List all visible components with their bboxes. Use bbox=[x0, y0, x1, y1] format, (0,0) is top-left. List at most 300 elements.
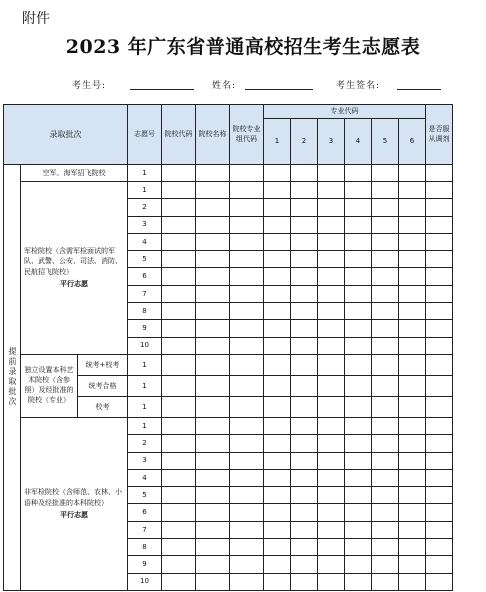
entry-cell[interactable] bbox=[162, 539, 196, 556]
entry-cell[interactable] bbox=[318, 417, 345, 434]
entry-cell[interactable] bbox=[230, 182, 264, 199]
art-subtype: 统考合格 bbox=[78, 375, 128, 396]
entry-cell[interactable] bbox=[318, 469, 345, 486]
exam-no-field[interactable] bbox=[130, 89, 194, 90]
header-major-codes: 专业代码 bbox=[264, 105, 426, 119]
entry-cell[interactable] bbox=[230, 251, 264, 268]
nonmil-category bbox=[21, 417, 128, 590]
entry-cell[interactable] bbox=[345, 487, 372, 504]
entry-cell[interactable] bbox=[345, 216, 372, 233]
art-subtype: 统考+校考 bbox=[78, 354, 128, 375]
entry-cell[interactable] bbox=[291, 182, 318, 199]
entry-cell[interactable] bbox=[372, 285, 399, 302]
table-row bbox=[4, 182, 453, 199]
entry-cell[interactable] bbox=[264, 303, 291, 320]
entry-cell[interactable] bbox=[291, 233, 318, 250]
entry-cell[interactable] bbox=[426, 337, 453, 354]
entry-cell[interactable] bbox=[230, 573, 264, 590]
entry-cell[interactable] bbox=[426, 303, 453, 320]
entry-cell[interactable] bbox=[372, 417, 399, 434]
entry-cell[interactable] bbox=[372, 521, 399, 538]
entry-cell[interactable] bbox=[291, 375, 318, 396]
entry-cell[interactable] bbox=[264, 452, 291, 469]
choice-number: 5 bbox=[128, 251, 162, 268]
entry-cell[interactable] bbox=[264, 521, 291, 538]
entry-cell[interactable] bbox=[372, 320, 399, 337]
entry-cell[interactable] bbox=[399, 504, 426, 521]
entry-cell[interactable] bbox=[230, 417, 264, 434]
major-no: 3 bbox=[318, 119, 345, 165]
major-no: 4 bbox=[345, 119, 372, 165]
entry-cell[interactable] bbox=[291, 268, 318, 285]
entry-cell[interactable] bbox=[162, 354, 196, 375]
entry-cell[interactable] bbox=[162, 251, 196, 268]
choice-number: 1 bbox=[128, 165, 162, 182]
entry-cell[interactable] bbox=[162, 165, 196, 182]
entry-cell[interactable] bbox=[399, 396, 426, 417]
entry-cell[interactable] bbox=[372, 396, 399, 417]
entry-cell[interactable] bbox=[230, 375, 264, 396]
entry-cell[interactable] bbox=[345, 268, 372, 285]
entry-cell[interactable] bbox=[345, 337, 372, 354]
entry-cell[interactable] bbox=[318, 233, 345, 250]
entry-cell[interactable] bbox=[318, 375, 345, 396]
entry-cell[interactable] bbox=[264, 216, 291, 233]
entry-cell[interactable] bbox=[426, 354, 453, 375]
entry-cell[interactable] bbox=[399, 251, 426, 268]
entry-cell[interactable] bbox=[372, 251, 399, 268]
entry-cell[interactable] bbox=[399, 469, 426, 486]
entry-cell[interactable] bbox=[162, 233, 196, 250]
entry-cell[interactable] bbox=[426, 539, 453, 556]
entry-cell[interactable] bbox=[372, 337, 399, 354]
entry-cell[interactable] bbox=[264, 556, 291, 573]
entry-cell[interactable] bbox=[264, 435, 291, 452]
entry-cell[interactable] bbox=[264, 285, 291, 302]
entry-cell[interactable] bbox=[399, 165, 426, 182]
entry-cell[interactable] bbox=[345, 182, 372, 199]
entry-cell[interactable] bbox=[162, 417, 196, 434]
entry-cell[interactable] bbox=[264, 320, 291, 337]
entry-cell[interactable] bbox=[372, 165, 399, 182]
parallel-label: 平行志愿 bbox=[60, 279, 88, 289]
table-row bbox=[4, 165, 453, 182]
parallel-label: 平行志愿 bbox=[60, 510, 88, 520]
entry-cell[interactable] bbox=[372, 354, 399, 375]
entry-cell[interactable] bbox=[426, 182, 453, 199]
entry-cell[interactable] bbox=[318, 521, 345, 538]
entry-cell[interactable] bbox=[372, 504, 399, 521]
entry-cell[interactable] bbox=[162, 521, 196, 538]
entry-cell[interactable] bbox=[318, 354, 345, 375]
entry-cell[interactable] bbox=[230, 556, 264, 573]
entry-cell[interactable] bbox=[230, 354, 264, 375]
choice-number: 7 bbox=[128, 285, 162, 302]
entry-cell[interactable] bbox=[264, 233, 291, 250]
entry-cell[interactable] bbox=[426, 487, 453, 504]
choice-number: 1 bbox=[128, 375, 162, 396]
entry-cell[interactable] bbox=[399, 233, 426, 250]
header-school-code: 院校代码 bbox=[162, 105, 196, 165]
entry-cell[interactable] bbox=[345, 375, 372, 396]
entry-cell[interactable] bbox=[372, 539, 399, 556]
entry-cell[interactable] bbox=[318, 487, 345, 504]
entry-cell[interactable] bbox=[318, 435, 345, 452]
choice-number: 9 bbox=[128, 320, 162, 337]
major-no: 5 bbox=[372, 119, 399, 165]
entry-cell[interactable] bbox=[230, 521, 264, 538]
entry-cell[interactable] bbox=[345, 504, 372, 521]
batch-early-text: 提前录取批次 bbox=[8, 347, 17, 408]
choice-number: 6 bbox=[128, 504, 162, 521]
entry-cell[interactable] bbox=[345, 285, 372, 302]
entry-cell[interactable] bbox=[372, 573, 399, 590]
entry-cell[interactable] bbox=[291, 417, 318, 434]
choice-number: 8 bbox=[128, 539, 162, 556]
entry-cell[interactable] bbox=[196, 435, 230, 452]
entry-cell[interactable] bbox=[162, 303, 196, 320]
entry-cell[interactable] bbox=[196, 268, 230, 285]
entry-cell[interactable] bbox=[426, 268, 453, 285]
art-subtype: 校考 bbox=[78, 396, 128, 417]
entry-cell[interactable] bbox=[291, 251, 318, 268]
entry-cell[interactable] bbox=[372, 303, 399, 320]
entry-cell[interactable] bbox=[196, 285, 230, 302]
entry-cell[interactable] bbox=[264, 504, 291, 521]
entry-cell[interactable] bbox=[426, 556, 453, 573]
entry-cell[interactable] bbox=[230, 396, 264, 417]
entry-cell[interactable] bbox=[372, 452, 399, 469]
entry-cell[interactable] bbox=[230, 165, 264, 182]
entry-cell[interactable] bbox=[399, 337, 426, 354]
entry-cell[interactable] bbox=[345, 251, 372, 268]
table-row bbox=[4, 417, 453, 434]
entry-cell[interactable] bbox=[196, 504, 230, 521]
entry-cell[interactable] bbox=[291, 435, 318, 452]
entry-cell[interactable] bbox=[318, 452, 345, 469]
entry-cell[interactable] bbox=[264, 199, 291, 216]
entry-cell[interactable] bbox=[291, 487, 318, 504]
choice-number: 1 bbox=[128, 182, 162, 199]
entry-cell[interactable] bbox=[426, 521, 453, 538]
art-category: 独立设置本科艺术院校（含参照）及经批准的院校（专业） bbox=[21, 354, 78, 417]
entry-cell[interactable] bbox=[291, 396, 318, 417]
entry-cell[interactable] bbox=[230, 216, 264, 233]
entry-cell[interactable] bbox=[230, 285, 264, 302]
entry-cell[interactable] bbox=[399, 539, 426, 556]
entry-cell[interactable] bbox=[426, 504, 453, 521]
choice-number: 8 bbox=[128, 303, 162, 320]
entry-cell[interactable] bbox=[230, 268, 264, 285]
entry-cell[interactable] bbox=[196, 303, 230, 320]
choice-number: 4 bbox=[128, 233, 162, 250]
entry-cell[interactable] bbox=[196, 521, 230, 538]
entry-cell[interactable] bbox=[426, 396, 453, 417]
candidate-fields bbox=[0, 78, 486, 92]
entry-cell[interactable] bbox=[291, 337, 318, 354]
entry-cell[interactable] bbox=[318, 216, 345, 233]
choice-number: 10 bbox=[128, 337, 162, 354]
entry-cell[interactable] bbox=[345, 452, 372, 469]
batch-early bbox=[4, 165, 21, 591]
entry-cell[interactable] bbox=[372, 182, 399, 199]
entry-cell[interactable] bbox=[291, 556, 318, 573]
entry-cell[interactable] bbox=[426, 320, 453, 337]
entry-cell[interactable] bbox=[345, 354, 372, 375]
entry-cell[interactable] bbox=[372, 469, 399, 486]
attachment-label: 附件 bbox=[22, 11, 50, 27]
entry-cell[interactable] bbox=[399, 216, 426, 233]
entry-cell[interactable] bbox=[345, 320, 372, 337]
entry-cell[interactable] bbox=[196, 417, 230, 434]
entry-cell[interactable] bbox=[372, 556, 399, 573]
entry-cell[interactable] bbox=[196, 556, 230, 573]
header-choice-no: 志愿号 bbox=[128, 105, 162, 165]
entry-cell[interactable] bbox=[230, 303, 264, 320]
entry-cell[interactable] bbox=[162, 556, 196, 573]
entry-cell[interactable] bbox=[230, 435, 264, 452]
entry-cell[interactable] bbox=[426, 251, 453, 268]
entry-cell[interactable] bbox=[399, 320, 426, 337]
choice-table bbox=[3, 104, 453, 591]
entry-cell[interactable] bbox=[345, 303, 372, 320]
entry-cell[interactable] bbox=[399, 285, 426, 302]
entry-cell[interactable] bbox=[162, 337, 196, 354]
entry-cell[interactable] bbox=[291, 521, 318, 538]
entry-cell[interactable] bbox=[372, 216, 399, 233]
entry-cell[interactable] bbox=[162, 469, 196, 486]
entry-cell[interactable] bbox=[426, 573, 453, 590]
signature-field[interactable] bbox=[397, 89, 441, 90]
entry-cell[interactable] bbox=[318, 320, 345, 337]
major-no: 2 bbox=[291, 119, 318, 165]
entry-cell[interactable] bbox=[230, 487, 264, 504]
entry-cell[interactable] bbox=[318, 251, 345, 268]
entry-cell[interactable] bbox=[162, 216, 196, 233]
entry-cell[interactable] bbox=[399, 375, 426, 396]
entry-cell[interactable] bbox=[264, 354, 291, 375]
choice-number: 4 bbox=[128, 469, 162, 486]
entry-cell[interactable] bbox=[196, 354, 230, 375]
choice-number: 1 bbox=[128, 396, 162, 417]
entry-cell[interactable] bbox=[264, 268, 291, 285]
entry-cell[interactable] bbox=[399, 435, 426, 452]
entry-cell[interactable] bbox=[162, 268, 196, 285]
entry-cell[interactable] bbox=[399, 354, 426, 375]
entry-cell[interactable] bbox=[426, 375, 453, 396]
entry-cell[interactable] bbox=[291, 504, 318, 521]
entry-cell[interactable] bbox=[318, 199, 345, 216]
entry-cell[interactable] bbox=[230, 504, 264, 521]
entry-cell[interactable] bbox=[372, 233, 399, 250]
entry-cell[interactable] bbox=[372, 435, 399, 452]
table-row bbox=[4, 354, 453, 375]
entry-cell[interactable] bbox=[264, 337, 291, 354]
exam-no-label: 考生号: bbox=[72, 81, 107, 91]
entry-cell[interactable] bbox=[196, 165, 230, 182]
entry-cell[interactable] bbox=[196, 573, 230, 590]
entry-cell[interactable] bbox=[264, 251, 291, 268]
entry-cell[interactable] bbox=[345, 396, 372, 417]
entry-cell[interactable] bbox=[162, 573, 196, 590]
entry-cell[interactable] bbox=[345, 539, 372, 556]
entry-cell[interactable] bbox=[196, 337, 230, 354]
entry-cell[interactable] bbox=[291, 199, 318, 216]
entry-cell[interactable] bbox=[291, 320, 318, 337]
entry-cell[interactable] bbox=[426, 199, 453, 216]
entry-cell[interactable] bbox=[162, 487, 196, 504]
entry-cell[interactable] bbox=[162, 182, 196, 199]
entry-cell[interactable] bbox=[399, 556, 426, 573]
entry-cell[interactable] bbox=[230, 452, 264, 469]
entry-cell[interactable] bbox=[291, 573, 318, 590]
entry-cell[interactable] bbox=[291, 354, 318, 375]
entry-cell[interactable] bbox=[399, 417, 426, 434]
entry-cell[interactable] bbox=[196, 452, 230, 469]
entry-cell[interactable] bbox=[372, 199, 399, 216]
entry-cell[interactable] bbox=[196, 182, 230, 199]
nonmil-category-text: 非军检院校（含师范、农林、小语种及经批准的本科院校） bbox=[24, 488, 122, 507]
military-category bbox=[21, 182, 128, 355]
entry-cell[interactable] bbox=[264, 469, 291, 486]
airforce-category: 空军、海军招飞院校 bbox=[21, 165, 128, 182]
choice-number: 5 bbox=[128, 487, 162, 504]
entry-cell[interactable] bbox=[318, 268, 345, 285]
entry-cell[interactable] bbox=[345, 469, 372, 486]
entry-cell[interactable] bbox=[426, 435, 453, 452]
entry-cell[interactable] bbox=[426, 233, 453, 250]
entry-cell[interactable] bbox=[196, 396, 230, 417]
choice-number: 10 bbox=[128, 573, 162, 590]
entry-cell[interactable] bbox=[399, 487, 426, 504]
entry-cell[interactable] bbox=[345, 233, 372, 250]
military-category-text: 军检院校（含需军检面试的军队、武警、公安、司法、消防、民航招飞院校） bbox=[24, 246, 122, 276]
entry-cell[interactable] bbox=[196, 216, 230, 233]
entry-cell[interactable] bbox=[162, 435, 196, 452]
header-batch: 录取批次 bbox=[4, 105, 128, 165]
choice-number: 2 bbox=[128, 435, 162, 452]
entry-cell[interactable] bbox=[230, 337, 264, 354]
choice-number: 2 bbox=[128, 199, 162, 216]
entry-cell[interactable] bbox=[399, 573, 426, 590]
choice-number: 9 bbox=[128, 556, 162, 573]
entry-cell[interactable] bbox=[162, 396, 196, 417]
entry-cell[interactable] bbox=[318, 303, 345, 320]
entry-cell[interactable] bbox=[318, 165, 345, 182]
entry-cell[interactable] bbox=[264, 375, 291, 396]
entry-cell[interactable] bbox=[291, 539, 318, 556]
entry-cell[interactable] bbox=[264, 182, 291, 199]
entry-cell[interactable] bbox=[318, 337, 345, 354]
entry-cell[interactable] bbox=[399, 268, 426, 285]
entry-cell[interactable] bbox=[426, 216, 453, 233]
entry-cell[interactable] bbox=[162, 375, 196, 396]
choice-number: 1 bbox=[128, 354, 162, 375]
entry-cell[interactable] bbox=[318, 539, 345, 556]
entry-cell[interactable] bbox=[291, 469, 318, 486]
entry-cell[interactable] bbox=[196, 487, 230, 504]
entry-cell[interactable] bbox=[345, 521, 372, 538]
entry-cell[interactable] bbox=[399, 452, 426, 469]
entry-cell[interactable] bbox=[426, 452, 453, 469]
entry-cell[interactable] bbox=[318, 396, 345, 417]
entry-cell[interactable] bbox=[264, 539, 291, 556]
entry-cell[interactable] bbox=[291, 452, 318, 469]
entry-cell[interactable] bbox=[372, 375, 399, 396]
entry-cell[interactable] bbox=[196, 233, 230, 250]
header-group-code: 院校专业组代码 bbox=[230, 105, 264, 165]
name-field[interactable] bbox=[245, 89, 313, 90]
entry-cell[interactable] bbox=[345, 573, 372, 590]
entry-cell[interactable] bbox=[372, 487, 399, 504]
entry-cell[interactable] bbox=[318, 182, 345, 199]
entry-cell[interactable] bbox=[372, 268, 399, 285]
entry-cell[interactable] bbox=[345, 435, 372, 452]
entry-cell[interactable] bbox=[345, 165, 372, 182]
entry-cell[interactable] bbox=[196, 469, 230, 486]
name-label: 姓名: bbox=[212, 81, 237, 91]
entry-cell[interactable] bbox=[230, 233, 264, 250]
header-school-name: 院校名称 bbox=[196, 105, 230, 165]
entry-cell[interactable] bbox=[345, 556, 372, 573]
entry-cell[interactable] bbox=[399, 521, 426, 538]
entry-cell[interactable] bbox=[162, 504, 196, 521]
entry-cell[interactable] bbox=[426, 285, 453, 302]
entry-cell[interactable] bbox=[196, 375, 230, 396]
entry-cell[interactable] bbox=[162, 199, 196, 216]
entry-cell[interactable] bbox=[318, 556, 345, 573]
entry-cell[interactable] bbox=[264, 417, 291, 434]
entry-cell[interactable] bbox=[291, 165, 318, 182]
choice-number: 3 bbox=[128, 452, 162, 469]
entry-cell[interactable] bbox=[264, 487, 291, 504]
entry-cell[interactable] bbox=[345, 417, 372, 434]
header-adjust: 是否服从调剂 bbox=[426, 105, 453, 165]
entry-cell[interactable] bbox=[291, 285, 318, 302]
major-no: 6 bbox=[399, 119, 426, 165]
entry-cell[interactable] bbox=[162, 452, 196, 469]
entry-cell[interactable] bbox=[196, 539, 230, 556]
entry-cell[interactable] bbox=[230, 320, 264, 337]
entry-cell[interactable] bbox=[264, 165, 291, 182]
entry-cell[interactable] bbox=[162, 285, 196, 302]
entry-cell[interactable] bbox=[230, 199, 264, 216]
entry-cell[interactable] bbox=[162, 320, 196, 337]
entry-cell[interactable] bbox=[196, 320, 230, 337]
choice-number: 7 bbox=[128, 521, 162, 538]
entry-cell[interactable] bbox=[230, 539, 264, 556]
entry-cell[interactable] bbox=[264, 573, 291, 590]
entry-cell[interactable] bbox=[196, 251, 230, 268]
entry-cell[interactable] bbox=[318, 285, 345, 302]
entry-cell[interactable] bbox=[426, 469, 453, 486]
entry-cell[interactable] bbox=[426, 165, 453, 182]
entry-cell[interactable] bbox=[399, 182, 426, 199]
entry-cell[interactable] bbox=[426, 417, 453, 434]
entry-cell[interactable] bbox=[196, 199, 230, 216]
entry-cell[interactable] bbox=[318, 504, 345, 521]
entry-cell[interactable] bbox=[264, 396, 291, 417]
entry-cell[interactable] bbox=[291, 216, 318, 233]
choice-number: 1 bbox=[128, 417, 162, 434]
entry-cell[interactable] bbox=[345, 199, 372, 216]
entry-cell[interactable] bbox=[399, 199, 426, 216]
entry-cell[interactable] bbox=[291, 303, 318, 320]
entry-cell[interactable] bbox=[230, 469, 264, 486]
entry-cell[interactable] bbox=[399, 303, 426, 320]
form-title: 2023 年广东省普通高校招生考生志愿表 bbox=[65, 36, 421, 58]
entry-cell[interactable] bbox=[318, 573, 345, 590]
